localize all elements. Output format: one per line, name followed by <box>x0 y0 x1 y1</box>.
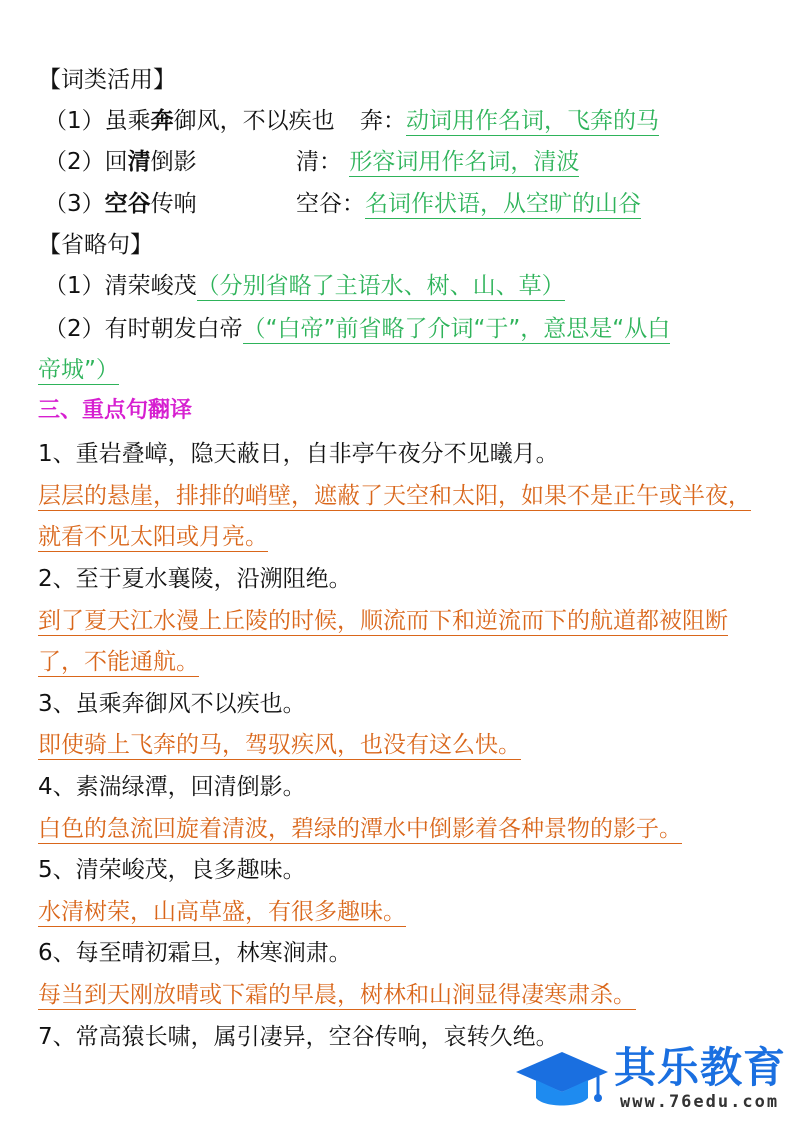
shenglue-item-2-cont <box>38 354 119 386</box>
item-answer: 动词用作名词，飞奔的马 <box>406 108 659 134</box>
item-num: （1） <box>44 108 105 134</box>
translation-2-line1: 到了夏天江水漫上丘陵的时候，顺流而下和逆流而下的航道都被阻断 <box>38 608 728 634</box>
item-answer-line1: （“白帝”前省略了介词“于”，意思是“从白 <box>242 316 671 342</box>
sentence-5: 5、清荣峻茂，良多趣味。 <box>38 857 306 883</box>
translation-1-line2: 就看不见太阳或月亮。 <box>38 524 268 550</box>
item-num: （1） <box>44 273 105 299</box>
cilei-item-2 <box>44 146 784 178</box>
sentence-4: 4、素湍绿潭，回清倒影。 <box>38 774 306 800</box>
translation-4: 白色的急流回旋着清波，碧绿的潭水中倒影着各种景物的影子。 <box>38 816 682 842</box>
item-num: （2） <box>44 316 105 342</box>
item-bold: 奔 <box>150 108 174 134</box>
section-title: 三、重点句翻译 <box>38 398 193 423</box>
cilei-item-3 <box>44 188 784 220</box>
shenglue-item-1 <box>44 270 565 302</box>
graduation-cap-icon <box>514 1048 610 1114</box>
cilei-item-1 <box>44 105 784 137</box>
item-post: 传响 <box>150 191 197 217</box>
translation-2-line2: 了，不能通航。 <box>38 649 199 675</box>
item-answer-line2: 帝城”） <box>38 357 119 383</box>
item-key: 奔： <box>360 108 406 134</box>
item-key: 清： <box>296 149 342 175</box>
translation-1-line1: 层层的悬崖，排排的峭壁，遮蔽了天空和太阳，如果不是正午或半夜， <box>38 483 751 509</box>
item-answer: 名词作状语，从空旷的山谷 <box>365 191 641 217</box>
item-num: （2） <box>44 149 105 175</box>
item-pre: 虽乘 <box>104 108 151 134</box>
translation-6: 每当到天刚放晴或下霜的早晨，树林和山涧显得凄寒肃杀。 <box>38 982 636 1008</box>
translation-5: 水清树荣，山高草盛，有很多趣味。 <box>38 899 406 925</box>
item-text: 清荣峻茂 <box>104 273 197 299</box>
cilei-header: 【词类活用】 <box>38 67 176 93</box>
sentence-1: 1、重岩叠嶂，隐天蔽日，自非亭午夜分不见曦月。 <box>38 441 559 467</box>
sentence-3: 3、虽乘奔御风不以疾也。 <box>38 691 306 717</box>
item-answer: 形容词用作名词，清波 <box>349 149 580 175</box>
item-bold: 清 <box>127 149 151 175</box>
item-text: 有时朝发白帝 <box>104 316 243 342</box>
logo-name: 其乐教育 <box>614 1043 787 1092</box>
qile-logo <box>514 1044 786 1116</box>
sentence-2: 2、至于夏水襄陵，沿溯阻绝。 <box>38 566 352 592</box>
translation-3: 即使骑上飞奔的马，驾驭疾风，也没有这么快。 <box>38 732 521 758</box>
sentence-6: 6、每至晴初霜旦，林寒涧肃。 <box>38 940 352 966</box>
item-num: （3） <box>44 191 105 217</box>
item-key: 空谷： <box>296 191 365 217</box>
logo-url: www.76edu.com <box>620 1092 780 1112</box>
item-post: 御风，不以疾也 <box>173 108 335 134</box>
item-answer: （分别省略了主语水、树、山、草） <box>196 273 565 299</box>
shenglue-header: 【省略句】 <box>38 232 153 258</box>
sentence-7: 7、常高猿长啸，属引凄异，空谷传响，哀转久绝。 <box>38 1024 559 1050</box>
item-post: 倒影 <box>150 149 197 175</box>
shenglue-item-2 <box>44 313 670 345</box>
item-pre: 回 <box>104 149 128 175</box>
item-bold: 空谷 <box>104 191 151 217</box>
